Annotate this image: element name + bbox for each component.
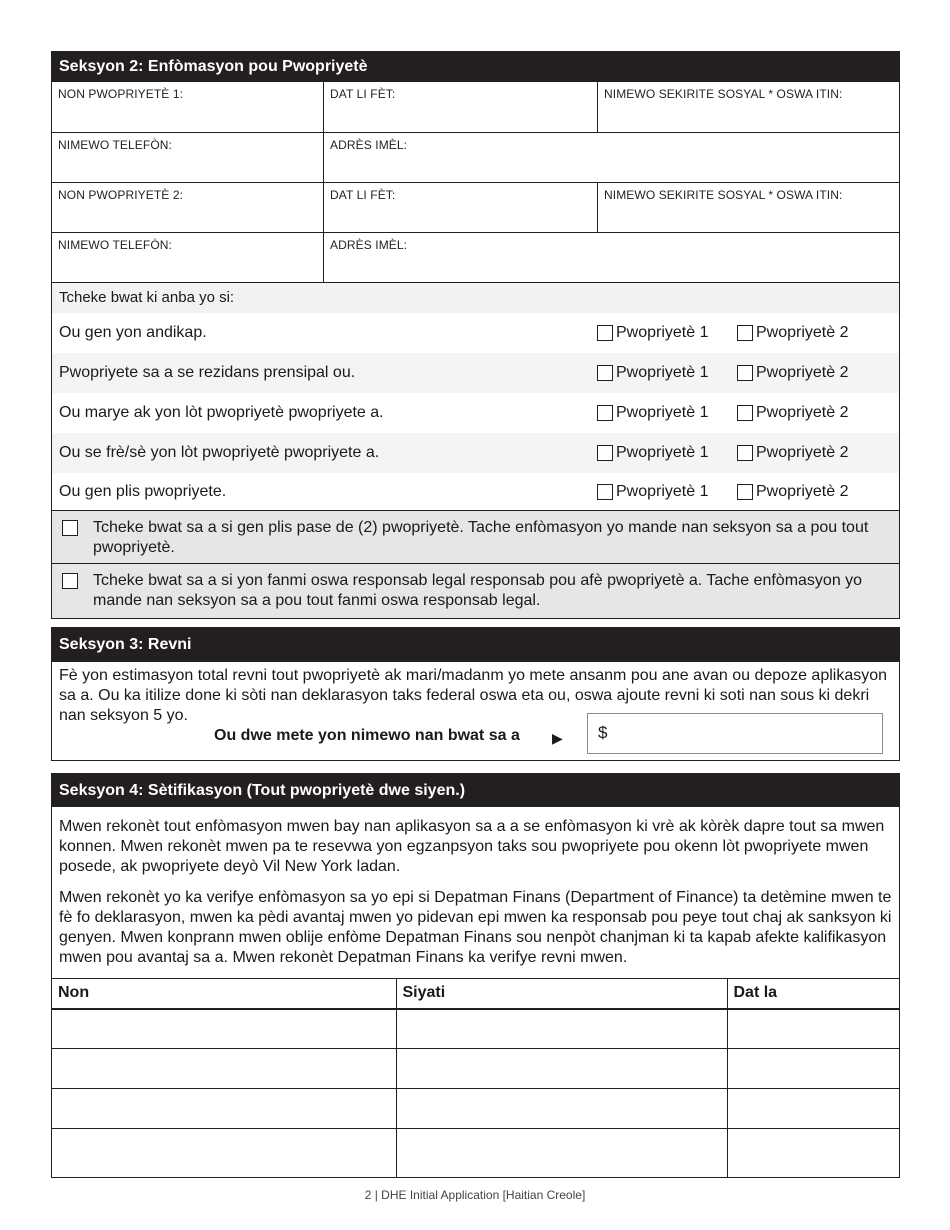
owner-1-ssn-field[interactable]: NIMEWO SEKIRITE SOSYAL * OSWA ITIN: — [597, 82, 899, 132]
owner-2-checkbox[interactable] — [737, 325, 753, 341]
date-cell[interactable] — [727, 1129, 899, 1177]
section-4-title: Seksyon 4: Sètifikasyon (Tout pwopriyetè dwe siyen.) — [52, 774, 899, 807]
question-more-properties: Ou gen plis pwopriyete. — [59, 482, 227, 500]
date-cell[interactable] — [727, 1049, 899, 1089]
question-married: Ou marye ak yon lòt pwopriyetè pwopriyete a. — [59, 404, 384, 421]
arrow-right-icon: ▶ — [552, 730, 563, 746]
dollar-sign: $ — [598, 723, 608, 742]
income-instructions: Fè yon estimasyon total revni tout pwopriyetè ak mari/madanm yo mete ansanm pou ane avan ou depoze aplikasyon sa a. Ou ka itilize done ki sòti nan deklarasyon taks federal oswa eta ou, oswa ajoute revni ki soti nan sous ki dekri nan seksyon 5 yo. — [59, 667, 888, 724]
owner-1-label: Pwopriyetè 1 — [616, 404, 709, 421]
owner-1-checkbox[interactable] — [597, 484, 613, 500]
legal-rep-row — [52, 563, 899, 618]
owner-2-ssn-field[interactable]: NIMEWO SEKIRITE SOSYAL * OSWA ITIN: — [597, 183, 899, 232]
name-cell[interactable] — [52, 1129, 396, 1177]
signature-cell[interactable] — [396, 1009, 727, 1049]
signature-cell[interactable] — [396, 1049, 727, 1089]
owner-1-phone-field[interactable]: NIMEWO TELEFÒN: — [58, 138, 172, 152]
more-owners-text: Tcheke bwat sa a si gen plis pase de (2) pwopriyetè. Tache enfòmasyon yo mande nan seksyon sa a pou tout pwopriyetè. — [93, 519, 869, 556]
col-date-header: Dat la — [727, 979, 899, 1009]
question-row — [52, 433, 899, 473]
owner-1-label: Pwopriyetè 1 — [616, 444, 709, 461]
owner-1-email-field[interactable]: ADRÈS IMÈL: — [323, 133, 899, 182]
owner-1-label: Pwopriyetè 1 — [616, 364, 709, 381]
owner-2-checkbox[interactable] — [737, 484, 753, 500]
owner-2-phone-field[interactable]: NIMEWO TELEFÒN: — [58, 238, 172, 252]
owner-1-checkbox[interactable] — [597, 405, 613, 421]
certification-paragraph-1: Mwen rekonèt tout enfòmasyon mwen bay nan aplikasyon sa a a se enfòmasyon ki vrè ak kòrèk dapre tout sa mwen konnen. Mwen rekonèt mwen pa te resevwa yon egzanpsyon taks sou pwopriyete pou okenn lòt pwopriyete mwen posede, ak pwopriyete deyò Vil New York ladan. — [59, 818, 885, 875]
table-row — [52, 1129, 899, 1177]
col-signature-header: Siyati — [396, 979, 727, 1009]
question-primary-residence: Pwopriyete sa a se rezidans prensipal ou. — [59, 364, 356, 381]
owner-2-email-field[interactable]: ADRÈS IMÈL: — [323, 233, 899, 282]
table-row — [52, 1049, 899, 1089]
signature-cell[interactable] — [396, 1089, 727, 1129]
legal-rep-text: Tcheke bwat sa a si yon fanmi oswa responsab legal responsab pou afè pwopriyetè a. Tache enfòmasyon yo mande nan seksyon sa a pou tout fanmi oswa responsab legal. — [93, 572, 863, 609]
owner-2-label: Pwopriyetè 2 — [756, 324, 849, 341]
signature-cell[interactable] — [396, 1129, 727, 1177]
owner-1-checkbox[interactable] — [597, 325, 613, 341]
question-row — [52, 393, 899, 433]
legal-rep-checkbox[interactable] — [62, 573, 78, 589]
signature-table — [52, 978, 899, 1177]
owner-2-dob-field[interactable]: DAT LI FÈT: — [323, 183, 597, 232]
check-boxes-heading: Tcheke bwat ki anba yo si: — [52, 282, 899, 313]
section-3-income — [51, 627, 900, 761]
owner-2-checkbox[interactable] — [737, 405, 753, 421]
owner-1-label: Pwopriyetè 1 — [616, 324, 709, 341]
owner-2-label: Pwopriyetè 2 — [756, 404, 849, 421]
question-row — [52, 313, 899, 353]
name-cell[interactable] — [52, 1009, 396, 1049]
section-3-title: Seksyon 3: Revni — [52, 628, 899, 662]
owner-2-label: Pwopriyetè 2 — [756, 482, 849, 500]
section-4-certification — [51, 773, 900, 1178]
name-cell[interactable] — [52, 1049, 396, 1089]
owner-2-label: Pwopriyetè 2 — [756, 444, 849, 461]
owner-1-dob-field[interactable]: DAT LI FÈT: — [323, 82, 597, 132]
section-2-owner-info — [51, 51, 900, 619]
owner-2-checkbox[interactable] — [737, 365, 753, 381]
income-amount-input[interactable] — [587, 713, 883, 754]
question-disability: Ou gen yon andikap. — [59, 324, 207, 341]
question-sibling: Ou se frè/sè yon lòt pwopriyetè pwopriyete a. — [59, 444, 380, 461]
owner-1-checkbox[interactable] — [597, 445, 613, 461]
question-row — [52, 473, 899, 510]
name-cell[interactable] — [52, 1089, 396, 1129]
question-row — [52, 353, 899, 393]
certification-paragraph-2: Mwen rekonèt yo ka verifye enfòmasyon sa yo epi si Depatman Finans (Department of Finance) ta detèmine mwen te fè fo deklarasyon, mwen ka pèdi avantaj mwen yo pidevan epi mwen ka responsab pou peye tout chaj ak sanksyon ki genyen. Mwen konprann mwen oblije enfòme Depatman Finans sou nenpòt chanjman ki ta kapab afekte kalifikasyon mwen pou avantaj sa a. Mwen rekonèt Depatman Finans ka verifye revni mwen. — [59, 889, 892, 966]
col-name-header: Non — [52, 979, 396, 1009]
date-cell[interactable] — [727, 1089, 899, 1129]
owner-1-label: Pwopriyetè 1 — [616, 482, 709, 500]
income-prompt: Ou dwe mete yon nimewo nan bwat sa a — [214, 727, 520, 744]
owner-2-checkbox[interactable] — [737, 445, 753, 461]
owner-2-name-field[interactable]: NON PWOPRIYETÈ 2: — [58, 188, 184, 202]
owner-1-name-field[interactable]: NON PWOPRIYETÈ 1: — [58, 87, 184, 101]
date-cell[interactable] — [727, 1009, 899, 1049]
owner-1-checkbox[interactable] — [597, 365, 613, 381]
table-row — [52, 1009, 899, 1049]
section-2-title: Seksyon 2: Enfòmasyon pou Pwopriyetè — [52, 52, 899, 82]
owner-2-label: Pwopriyetè 2 — [756, 364, 849, 381]
more-owners-checkbox[interactable] — [62, 520, 78, 536]
page-footer: 2 | DHE Initial Application [Haitian Creole] — [364, 1188, 586, 1202]
table-row — [52, 1089, 899, 1129]
more-owners-row — [52, 510, 899, 563]
